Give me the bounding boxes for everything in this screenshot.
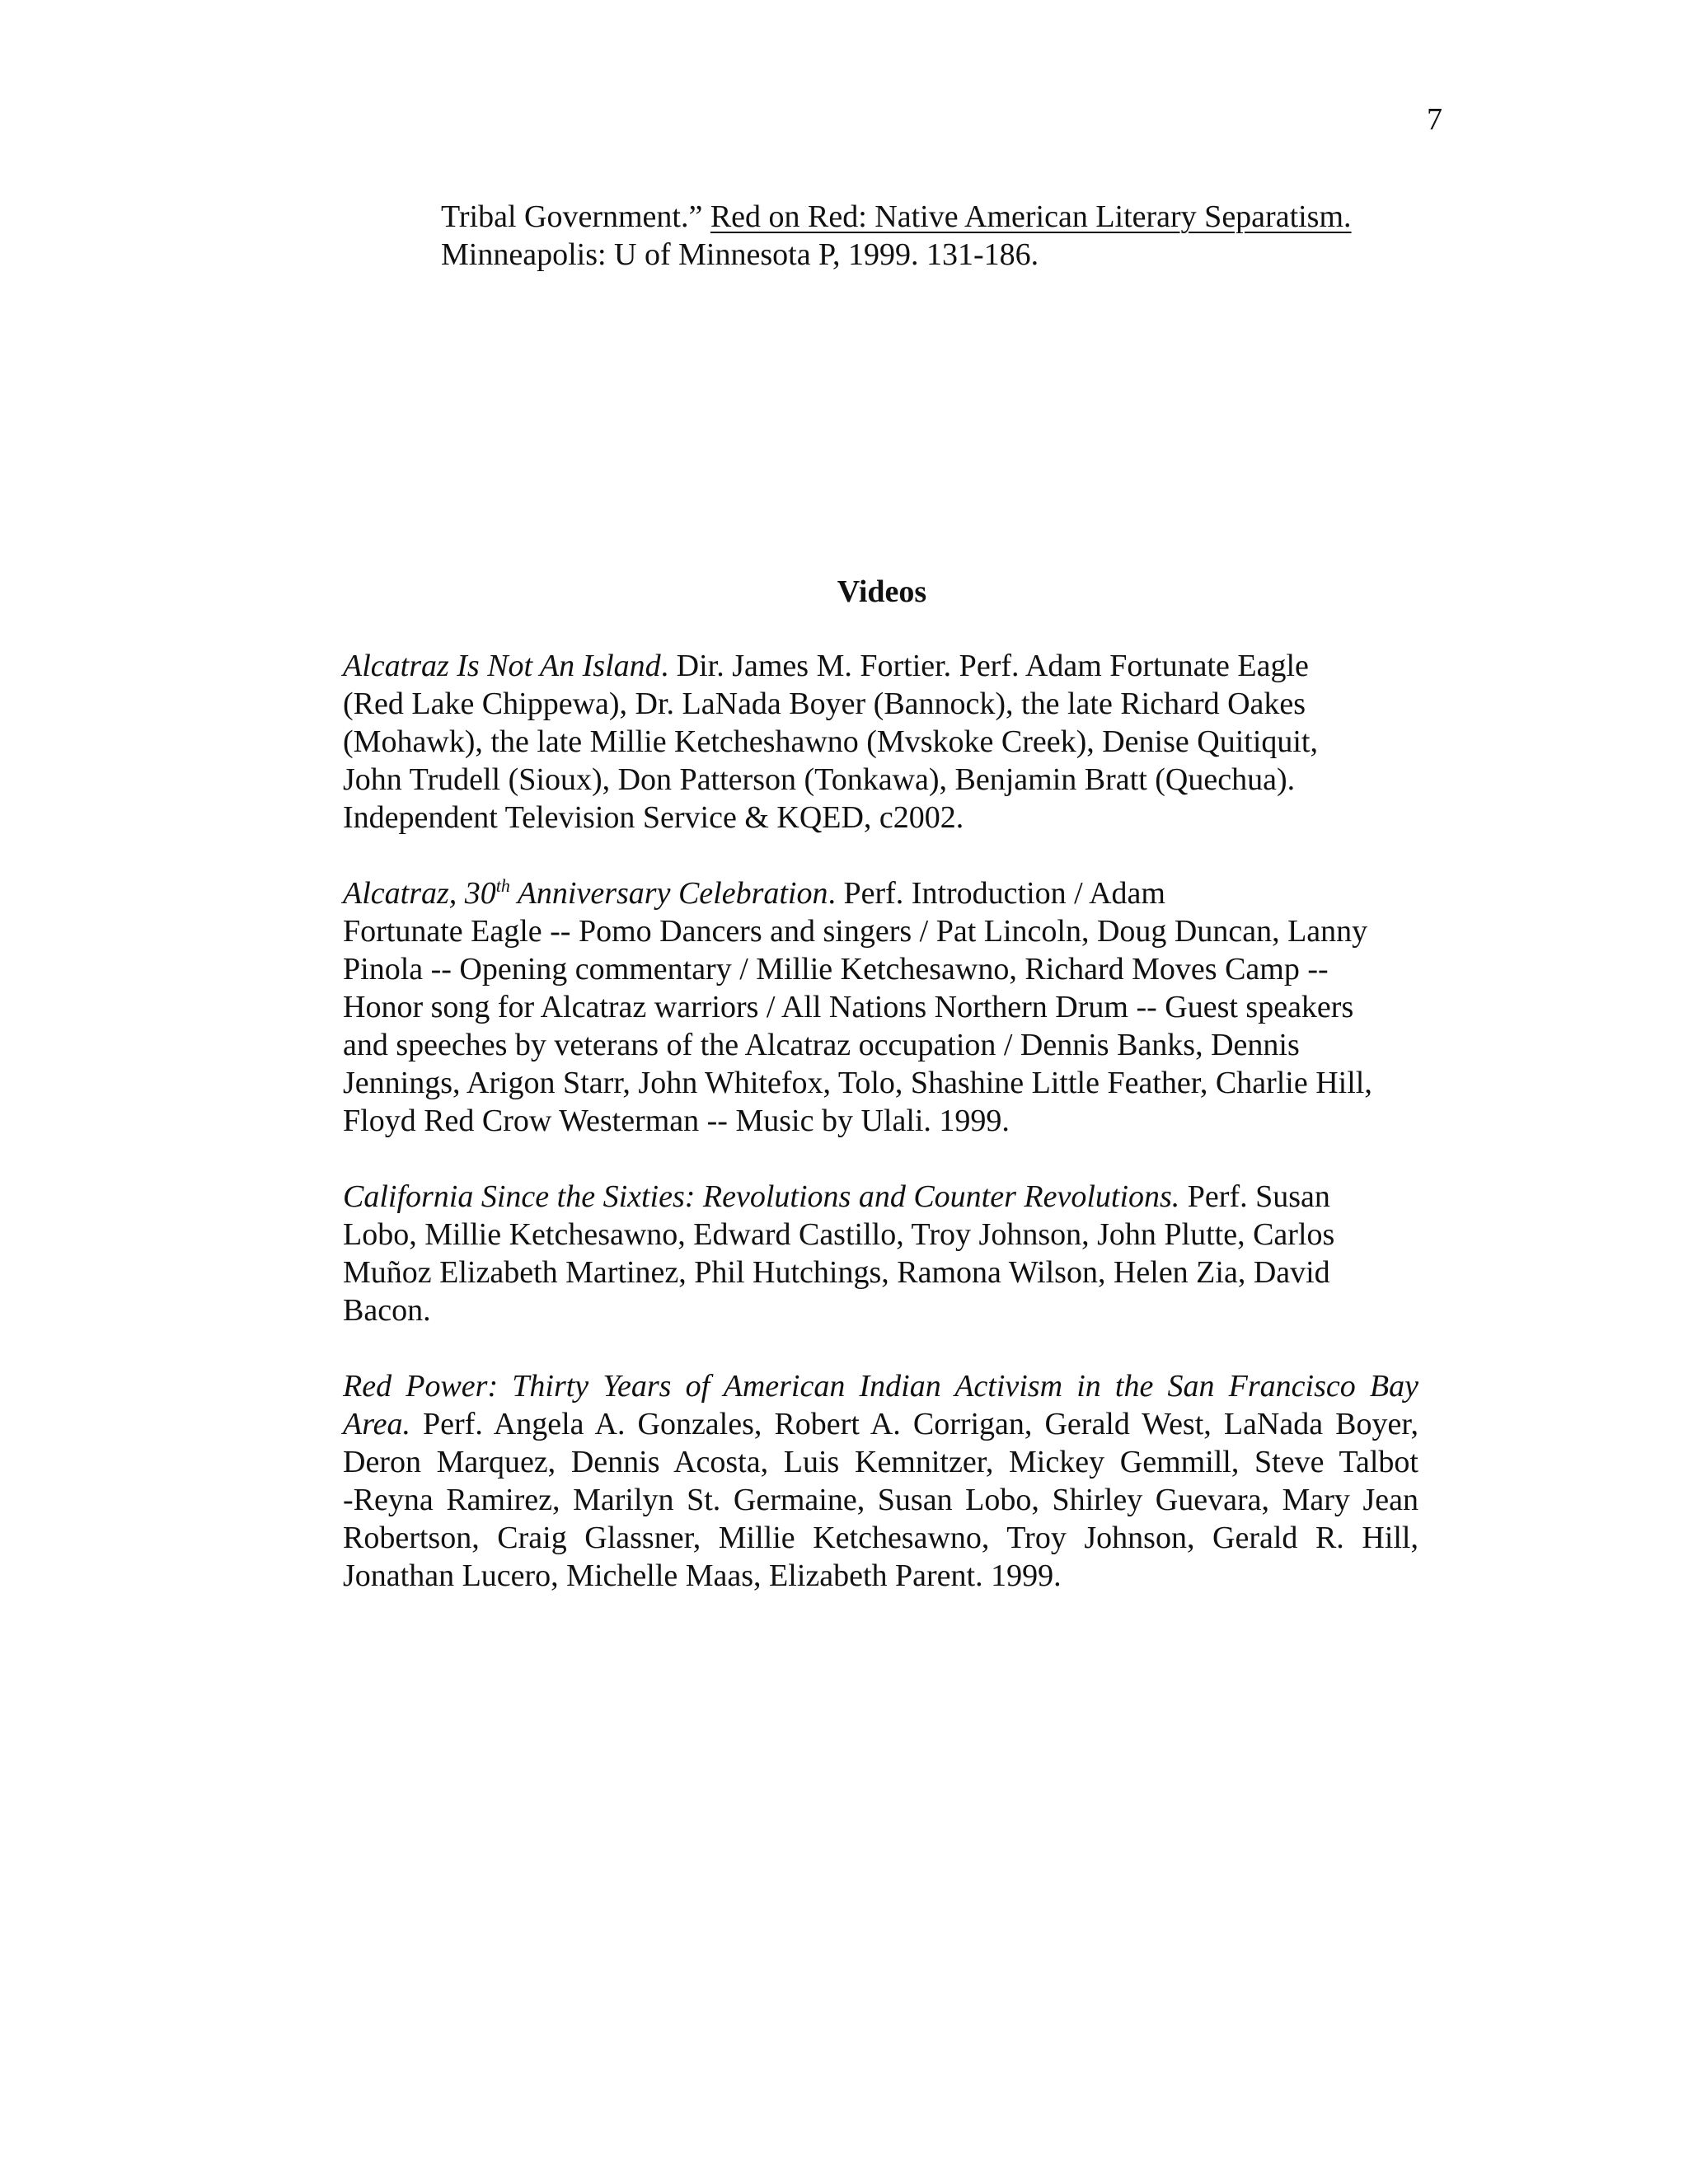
video-title: Red Power: Thirty Years of American Indian Activism in the San Francisco Bay [343, 1369, 1418, 1404]
citation-line: Minneapolis: U of Minnesota P, 1999. 131-186. [441, 237, 1039, 272]
entry-line: Bacon. [343, 1293, 431, 1328]
ordinal-suffix: th [495, 875, 510, 896]
section-heading: Videos [837, 574, 927, 609]
video-entry [343, 1178, 1418, 1329]
video-title-part: Anniversary Celebration [509, 876, 828, 911]
video-entries [343, 647, 1418, 1633]
video-title [343, 876, 828, 911]
entry-line: Robertson, Craig Glassner, Millie Ketchesawno, Troy Johnson, Gerald R. Hill, [343, 1521, 1418, 1555]
entry-line [343, 874, 1418, 912]
entry-line: Deron Marquez, Dennis Acosta, Luis Kemnitzer, Mickey Gemmill, Steve Talbot [343, 1445, 1418, 1479]
entry-line: (Red Lake Chippewa), Dr. LaNada Boyer (Bannock), the late Richard Oakes [343, 687, 1306, 721]
entry-line: Lobo, Millie Ketchesawno, Edward Castillo, Troy Johnson, John Plutte, Carlos [343, 1217, 1335, 1252]
video-title-part: Area. [343, 1407, 410, 1441]
entry-line [343, 1178, 1418, 1216]
entry-line: Floyd Red Crow Westerman -- Music by Ulali. 1999. [343, 1104, 1010, 1138]
entry-line: Fortunate Eagle -- Pomo Dancers and singers / Pat Lincoln, Doug Duncan, Lanny [343, 914, 1368, 949]
entry-line: Honor song for Alcatraz warriors / All Nations Northern Drum -- Guest speakers [343, 990, 1354, 1024]
citation-text: Tribal Government.” [441, 199, 710, 234]
entry-line: Muñoz Elizabeth Martinez, Phil Hutchings, Ramona Wilson, Helen Zia, David [343, 1255, 1330, 1290]
entry-text: Perf. Susan [1179, 1179, 1330, 1214]
entry-line: -Reyna Ramirez, Marilyn St. Germaine, Susan Lobo, Shirley Guevara, Mary Jean [343, 1483, 1418, 1517]
page-number: 7 [1427, 102, 1442, 137]
entry-line [343, 647, 1418, 685]
entry-line: John Trudell (Sioux), Don Patterson (Tonkawa), Benjamin Bratt (Quechua). [343, 762, 1296, 797]
entry-line: Pinola -- Opening commentary / Millie Ketchesawno, Richard Moves Camp -- [343, 952, 1329, 987]
entry-text: . Dir. James M. Fortier. Perf. Adam Fortunate Eagle [660, 649, 1309, 683]
video-title: Alcatraz Is Not An Island [343, 649, 661, 683]
video-entry [343, 874, 1418, 1140]
entry-text: . Perf. Introduction / Adam [828, 876, 1165, 911]
entry-line: Jonathan Lucero, Michelle Maas, Elizabeth Parent. 1999. [343, 1558, 1062, 1593]
entry-line: and speeches by veterans of the Alcatraz occupation / Dennis Banks, Dennis [343, 1028, 1300, 1062]
entry-line [343, 1405, 1418, 1443]
entry-text: Perf. Angela A. Gonzales, Robert A. Corrigan, Gerald West, LaNada Boyer, [410, 1407, 1418, 1441]
book-title: Red on Red: Native American Literary Separatism. [710, 199, 1352, 234]
citation-continuation [441, 198, 1512, 274]
entry-line: (Mohawk), the late Millie Ketcheshawno (Mvskoke Creek), Denise Quitiquit, [343, 724, 1318, 759]
video-entry [343, 1367, 1418, 1595]
entry-line: Jennings, Arigon Starr, John Whitefox, Tolo, Shashine Little Feather, Charlie Hill, [343, 1066, 1372, 1100]
video-entry [343, 647, 1418, 837]
citation-line [441, 198, 1512, 236]
video-title-part: Alcatraz, 30 [343, 876, 496, 911]
video-title: California Since the Sixties: Revolutions and Counter Revolutions. [343, 1179, 1180, 1214]
entry-line: Independent Television Service & KQED, c2002. [343, 800, 964, 835]
